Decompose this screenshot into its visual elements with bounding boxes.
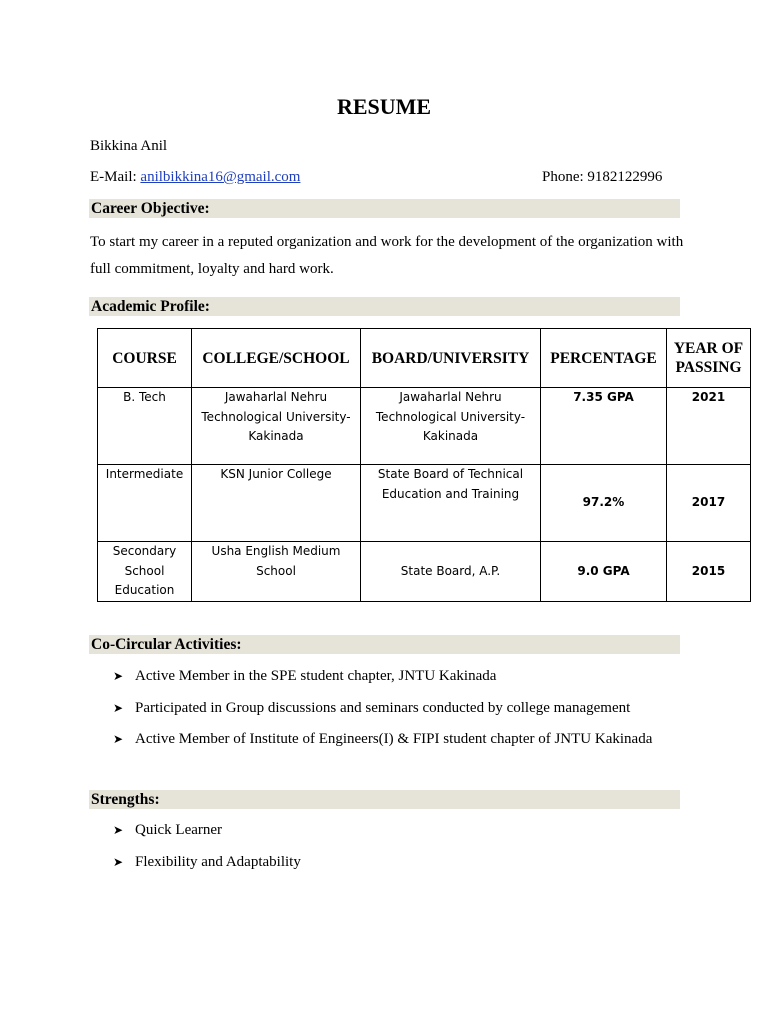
cell-year: 2015: [667, 542, 751, 602]
table-header-row: [98, 329, 751, 388]
arrow-bullet-icon: ➤: [113, 669, 124, 683]
list-item-text: Active Member in the SPE student chapter, JNTU Kakinada: [135, 668, 497, 684]
arrow-bullet-icon: ➤: [113, 823, 124, 837]
cell-board: State Board, A.P.: [361, 542, 541, 602]
cell-college: KSN Junior College: [192, 465, 361, 542]
cell-college: Jawaharlal Nehru Technological University-Kakinada: [192, 388, 361, 465]
cell-year: 2021: [667, 388, 751, 465]
cell-percentage: 97.2%: [541, 465, 667, 542]
arrow-bullet-icon: ➤: [113, 854, 124, 869]
page-title: RESUME: [336, 94, 432, 119]
table-row: [98, 465, 751, 542]
cell-board: State Board of Technical Education and Training: [361, 465, 541, 542]
candidate-name: Bikkina Anil: [90, 138, 168, 154]
list-item-text: Flexibility and Adaptability: [135, 853, 301, 870]
cell-board: Jawaharlal Nehru Technological University-Kakinada: [361, 388, 541, 465]
arrow-bullet-icon: ➤: [113, 700, 124, 715]
list-item: [113, 661, 652, 693]
table-row: [98, 542, 751, 602]
column-header-board: BOARD/UNIVERSITY: [361, 329, 541, 388]
column-header-college: COLLEGE/SCHOOL: [192, 329, 361, 388]
list-item-text: Quick Learner: [135, 822, 223, 838]
list-item: [113, 847, 301, 879]
cell-year: 2017: [667, 465, 751, 542]
cell-course: Secondary School Education: [98, 542, 192, 602]
career-objective-heading: Career Objective:: [89, 199, 680, 218]
column-header-course: COURSE: [98, 329, 192, 388]
arrow-bullet-icon: ➤: [113, 732, 124, 746]
academic-table: [97, 328, 751, 602]
table-row: [98, 388, 751, 465]
cell-course: B. Tech: [98, 388, 192, 465]
column-header-year: YEAR OF PASSING: [667, 329, 751, 388]
email-line: [90, 167, 300, 187]
list-item-text: Participated in Group discussions and seminars conducted by college management: [135, 699, 631, 716]
list-item: [113, 693, 652, 725]
career-objective-text: To start my career in a reputed organization and work for the development of the organization with full commitment, loyalty and hard work.: [90, 234, 684, 277]
list-item-text: Active Member of Institute of Engineers(I) & FIPI student chapter of JNTU Kakinada: [135, 731, 653, 747]
list-item: [113, 815, 301, 847]
cocurricular-list: [113, 661, 652, 756]
strengths-list: [113, 815, 301, 878]
strengths-heading: Strengths:: [89, 790, 680, 809]
email-link[interactable]: anilbikkina16@gmail.com: [140, 169, 301, 185]
cell-course: Intermediate: [98, 465, 192, 542]
cocurricular-heading: Co-Circular Activities:: [89, 635, 680, 654]
academic-profile-heading: Academic Profile:: [89, 297, 680, 316]
cell-percentage: 9.0 GPA: [541, 542, 667, 602]
email-label: E-Mail:: [90, 169, 137, 185]
list-item: [113, 724, 652, 756]
cell-college: Usha English Medium School: [192, 542, 361, 602]
cell-percentage: 7.35 GPA: [541, 388, 667, 465]
phone-number: Phone: 9182122996: [542, 169, 663, 185]
column-header-percentage: PERCENTAGE: [541, 329, 667, 388]
